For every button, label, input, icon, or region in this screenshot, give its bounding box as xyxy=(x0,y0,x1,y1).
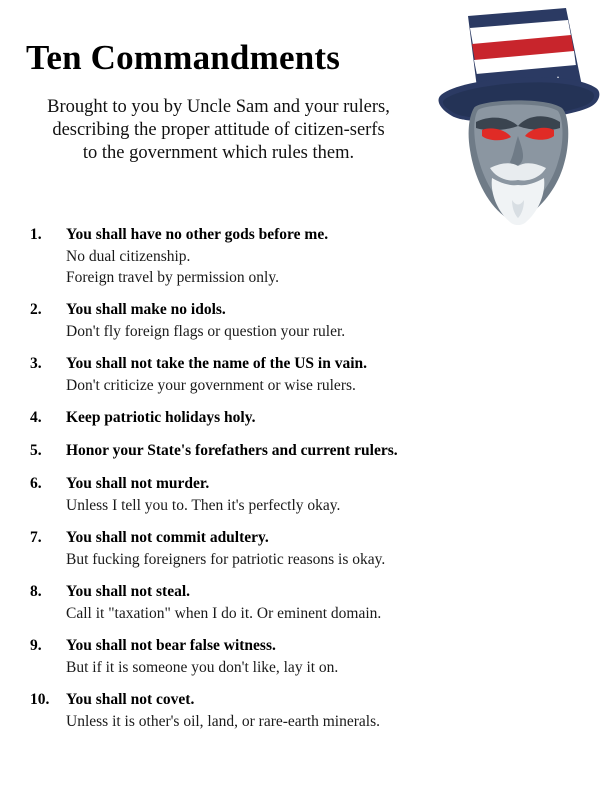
item-command: You shall not covet. xyxy=(66,691,195,708)
list-item xyxy=(30,689,582,732)
item-number: 9. xyxy=(30,637,42,654)
list-item xyxy=(30,581,582,624)
item-number: 7. xyxy=(30,529,42,546)
item-body xyxy=(66,527,582,570)
item-detail-line: Unless it is other's oil, land, or rare-earth minerals. xyxy=(66,713,380,730)
item-body xyxy=(66,635,582,678)
commandments-list xyxy=(30,224,582,743)
list-item xyxy=(30,407,582,429)
item-number: 4. xyxy=(30,409,42,426)
item-body xyxy=(66,224,582,288)
item-body xyxy=(66,581,582,624)
item-command: Honor your State's forefathers and current rulers. xyxy=(66,442,398,459)
item-number: 8. xyxy=(30,583,42,600)
uncle-sam-icon xyxy=(416,4,606,230)
item-body xyxy=(66,353,582,396)
item-number: 10. xyxy=(30,691,50,708)
item-detail-line: Unless I tell you to. Then it's perfectly okay. xyxy=(66,497,341,514)
item-detail-line: But if it is someone you don't like, lay it on. xyxy=(66,659,339,676)
page-title: Ten Commandments xyxy=(26,38,341,77)
list-item xyxy=(30,527,582,570)
item-command: You shall not bear false witness. xyxy=(66,637,276,654)
item-command: You shall not commit adultery. xyxy=(66,529,269,546)
list-item xyxy=(30,635,582,678)
item-command: Keep patriotic holidays holy. xyxy=(66,409,256,426)
item-detail-line: Call it "taxation" when I do it. Or eminent domain. xyxy=(66,605,382,622)
list-item xyxy=(30,224,582,288)
item-number: 3. xyxy=(30,355,42,372)
item-detail-line: Don't fly foreign flags or question your ruler. xyxy=(66,323,346,340)
item-body xyxy=(66,689,582,732)
item-body xyxy=(66,473,582,516)
list-item xyxy=(30,440,582,462)
list-item xyxy=(30,299,582,342)
item-number: 6. xyxy=(30,475,42,492)
item-detail-line: Don't criticize your government or wise rulers. xyxy=(66,377,356,394)
subtitle-text: Brought to you by Uncle Sam and your rulers, describing the proper attitude of citizen-serfs to the government which rules them. xyxy=(47,97,390,163)
item-detail-line: No dual citizenship. xyxy=(66,248,191,265)
item-number: 5. xyxy=(30,442,42,459)
item-detail-line: Foreign travel by permission only. xyxy=(66,269,279,286)
list-item xyxy=(30,353,582,396)
document-header xyxy=(0,0,612,215)
item-command: You shall make no idols. xyxy=(66,301,226,318)
item-body xyxy=(66,440,582,462)
item-detail-line: But fucking foreigners for patriotic reasons is okay. xyxy=(66,551,386,568)
item-command: You shall not murder. xyxy=(66,475,210,492)
item-body xyxy=(66,407,582,429)
list-item xyxy=(30,473,582,516)
item-command: You shall not take the name of the US in vain. xyxy=(66,355,367,372)
item-body xyxy=(66,299,582,342)
item-number: 1. xyxy=(30,226,42,243)
item-command: You shall have no other gods before me. xyxy=(66,226,329,243)
item-command: You shall not steal. xyxy=(66,583,191,600)
item-number: 2. xyxy=(30,301,42,318)
